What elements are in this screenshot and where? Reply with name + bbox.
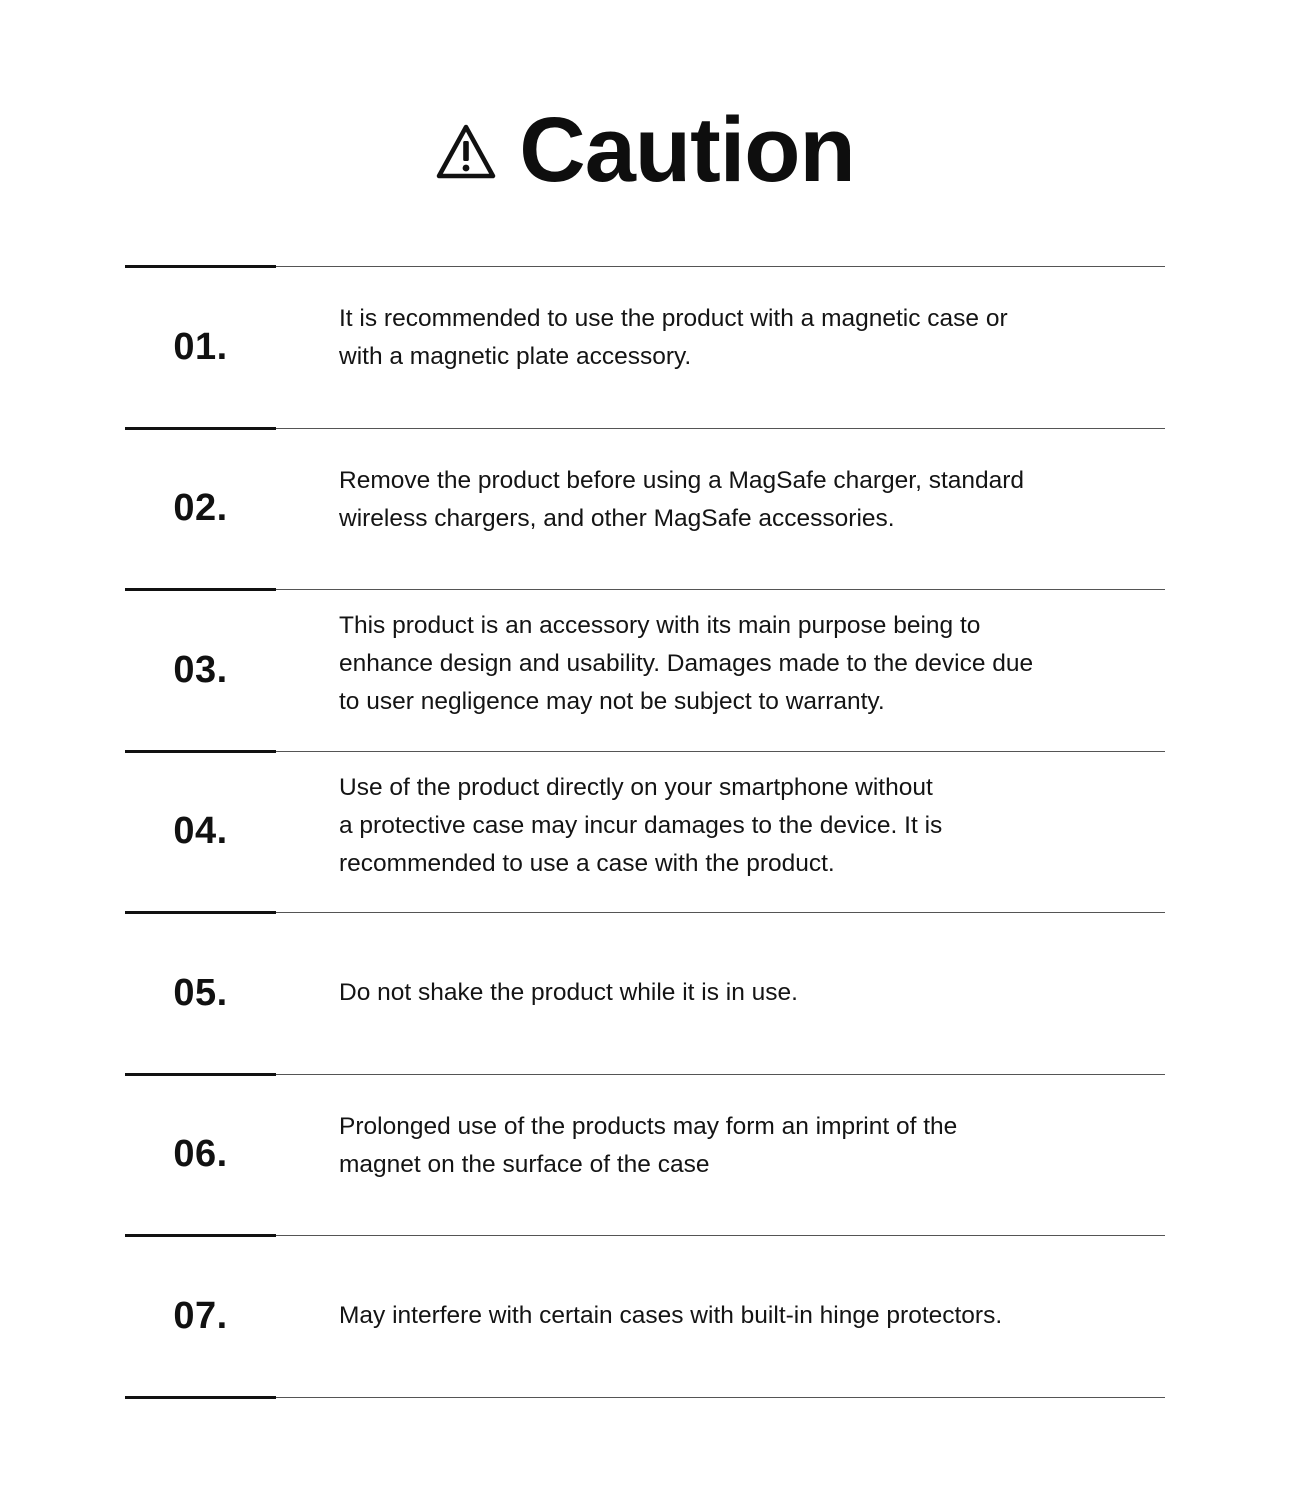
- item-number: 03.: [173, 648, 228, 691]
- caution-item-04: [125, 753, 1165, 912]
- caution-item-02: [125, 430, 1165, 589]
- item-text: Use of the product directly on your smartphone without a protective case may incur damages to the device. It is recommended to use a case with the product.: [339, 773, 943, 877]
- item-text: Do not shake the product while it is in use.: [339, 979, 798, 1007]
- item-number: 07.: [173, 1294, 228, 1337]
- divider: [125, 1396, 1165, 1399]
- item-text: Remove the product before using a MagSafe charger, standard wireless chargers, and other MagSafe accessories.: [339, 466, 1025, 532]
- item-number: 02.: [173, 487, 228, 530]
- item-number: 06.: [173, 1133, 228, 1176]
- item-text: May interfere with certain cases with built-in hinge protectors.: [339, 1302, 1003, 1330]
- item-text: Prolonged use of the products may form an imprint of the magnet on the surface of the case: [339, 1112, 958, 1178]
- item-number: 01.: [173, 325, 228, 368]
- caution-list: [125, 265, 1165, 1399]
- item-number: 04.: [173, 810, 228, 853]
- item-text: This product is an accessory with its main purpose being to enhance design and usability. Damages made to the device due to user negligence may not be subject to warranty.: [339, 612, 1034, 716]
- caution-item-06: [125, 1076, 1165, 1235]
- page-title: Caution: [519, 99, 855, 201]
- item-text: It is recommended to use the product with a magnetic case or with a magnetic plate accessory.: [339, 305, 1008, 371]
- caution-item-03: [125, 591, 1165, 750]
- caution-item-01: [125, 268, 1165, 427]
- warning-triangle-icon: [435, 123, 497, 181]
- caution-item-05: [125, 914, 1165, 1073]
- item-number: 05.: [173, 971, 228, 1014]
- caution-item-07: [125, 1237, 1165, 1396]
- caution-header: [0, 100, 1290, 200]
